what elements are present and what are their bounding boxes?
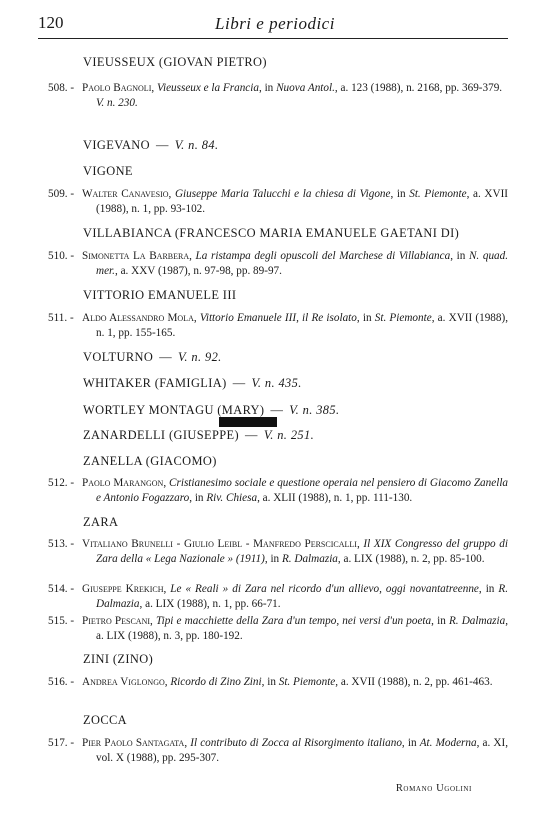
entry-details: a. XVII (1988), n. 1, pp. 93-102. [96, 188, 509, 215]
redaction-mark [219, 417, 277, 427]
entry-journal: R. Dalmazia [448, 615, 506, 627]
crossref-dash: — [232, 376, 246, 390]
entry-body: Simonetta La Barbera, La ristampa degli opuscoli del Marchese di Villabianca, in N. quad. mer., a. XXV (1987), n. 97-98, pp. 89-97. [82, 250, 509, 277]
crossref-subject: VIGEVANO [83, 138, 150, 152]
subject-heading: ZOCCA [83, 713, 127, 727]
subject-heading: VIEUSSEUX (GIOVAN PIETRO) [83, 55, 267, 69]
entry-body: Andrea Viglongo, Ricordo di Zino Zini, in St. Piemonte, a. XVII (1988), n. 2, pp. 461-463. [82, 676, 493, 688]
entry-in: in [270, 553, 280, 565]
entry-title: Il XIX Congresso del gruppo di Zara della « Lega Nazionale » (1911) [96, 538, 508, 565]
entry-journal: R. Dalmazia [281, 553, 338, 565]
entry-body: Paolo Marangon, Cristianesimo sociale e questione operaia nel pensiero di Giacomo Zanella e Antonio Fogazzaro, in Riv. Chiesa, a. XLII (1988), n. 1, pp. 111-130. [82, 477, 509, 504]
crossref-number: 251. [290, 428, 315, 442]
entry-number: 508. - [48, 82, 75, 94]
subject-heading: ZINI (ZINO) [83, 652, 154, 666]
entry-in: in [396, 188, 406, 200]
entry-title: La ristampa degli opuscoli del Marchese di Villabianca [195, 250, 451, 262]
crossref-line [83, 350, 222, 365]
crossref-subject: WORTLEY MONTAGU (MARY) [83, 403, 265, 417]
entry-number: 509. - [48, 188, 75, 200]
bibliography-entry [48, 675, 508, 690]
crossref-dash: — [159, 350, 173, 364]
crossref-vn: V. n. [289, 403, 313, 417]
subject-heading: VIGONE [83, 164, 133, 178]
entry-crossref: V. n. 230. [96, 97, 138, 109]
bibliography-entry [48, 249, 508, 279]
entry-details: a. LIX (1988), n. 2, pp. 85-100. [343, 553, 485, 565]
entry-title: Ricordo di Zino Zini [170, 676, 262, 688]
entry-details: a. LIX (1988), n. 1, pp. 66-71. [145, 598, 281, 610]
entry-title: Le « Reali » di Zara nel ricordo d'un allievo, oggi novantatreenne [170, 583, 479, 595]
entry-journal: Riv. Chiesa [206, 492, 258, 504]
entry-in: in [407, 737, 417, 749]
entry-number: 511. - [48, 312, 74, 324]
entry-in: in [264, 82, 274, 94]
crossref-subject: VOLTURNO [83, 350, 154, 364]
page-number: 120 [38, 13, 64, 32]
crossref-line [83, 428, 314, 443]
entry-journal: St. Piemonte [374, 312, 432, 324]
author-signature: Romano Ugolini [395, 783, 472, 794]
entry-details: a. LIX (1988), n. 3, pp. 180-192. [96, 630, 243, 642]
entry-body: Walter Canavesio, Giuseppe Maria Talucchi e la chiesa di Vigone, in St. Piemonte, a. XVII (1988), n. 1, pp. 93-102. [82, 188, 509, 215]
entry-author: Pier Paolo Santagata [82, 737, 185, 749]
entry-details: a. XXV (1987), n. 97-98, pp. 89-97. [120, 265, 282, 277]
entry-number: 514. - [48, 583, 75, 595]
entry-journal: St. Piemonte [278, 676, 336, 688]
entry-details: a. XVII (1988), n. 2, pp. 461-463. [340, 676, 493, 688]
entry-number: 516. - [48, 676, 75, 688]
entry-author: Aldo Alessandro Mola [82, 312, 194, 324]
entry-author: Paolo Bagnoli [82, 82, 152, 94]
entry-details: a. XVII (1988), n. 1, pp. 155-165. [96, 312, 509, 339]
subject-heading: VILLABIANCA (FRANCESCO MARIA EMANUELE GAETANI DI) [83, 226, 460, 240]
entry-author: Vitaliano Brunelli - Giulio Leibl - Manfredo Perscicalli [82, 538, 357, 550]
bibliography-entry [48, 311, 508, 341]
entry-details: a. XI, vol. X (1988), pp. 295-307. [96, 737, 509, 764]
entry-in: in [194, 492, 204, 504]
entry-body: Vitaliano Brunelli - Giulio Leibl - Manfredo Perscicalli, Il XIX Congresso del gruppo di Zara della « Lega Nazionale » (1911), in R. Dalmazia, a. LIX (1988), n. 2, pp. 85-100. [82, 538, 508, 565]
entry-details: a. 123 (1988), n. 2168, pp. 369-379. [340, 82, 503, 94]
entry-title: Il contributo di Zocca al Risorgimento italiano [190, 737, 402, 749]
entry-journal: R. Dalmazia [96, 583, 509, 610]
entry-in: in [485, 583, 495, 595]
bibliography-entry [48, 537, 508, 567]
entry-number: 513. - [48, 538, 75, 550]
entry-title: Tipi e macchiette della Zara d'un tempo, nei versi d'un poeta [155, 615, 432, 627]
entry-in: in [267, 676, 276, 688]
entry-author: Paolo Marangon [82, 477, 164, 489]
entry-journal: St. Piemonte [409, 188, 467, 200]
entry-body: Paolo Bagnoli, Vieusseux e la Francia, in Nuova Antol., a. 123 (1988), n. 2168, pp. 369-379. [82, 82, 503, 94]
crossref-number: 92. [204, 350, 222, 364]
crossref-vn: V. n. [251, 376, 275, 390]
entry-number: 512. - [48, 477, 75, 489]
entry-author: Andrea Viglongo [82, 676, 165, 688]
bibliography-entry [48, 582, 508, 612]
entry-author: Giuseppe Krekich [82, 583, 164, 595]
subject-heading: ZARA [83, 515, 119, 529]
crossref-vn: V. n. [174, 138, 199, 152]
bibliography-entry [48, 81, 508, 111]
crossref-number: 435. [278, 376, 302, 390]
entry-title: Vittorio Emanuele III, il Re isolato [199, 312, 357, 324]
entry-details: a. XLII (1988), n. 1, pp. 111-130. [262, 492, 413, 504]
entry-title: Giuseppe Maria Talucchi e la chiesa di Vigone [174, 188, 391, 200]
entry-author: Walter Canavesio [82, 188, 169, 200]
entry-author: Simonetta La Barbera [82, 250, 190, 262]
entry-body: Pier Paolo Santagata, Il contributo di Zocca al Risorgimento italiano, in At. Moderna, a. XI, vol. X (1988), pp. 295-307. [82, 737, 509, 764]
entry-body: Aldo Alessandro Mola, Vittorio Emanuele III, il Re isolato, in St. Piemonte, a. XVII (1988), n. 1, pp. 155-165. [82, 312, 509, 339]
entry-in: in [362, 312, 372, 324]
crossref-line [83, 138, 218, 153]
entry-in: in [437, 615, 446, 627]
bibliography-entry [48, 476, 508, 506]
subject-heading: VITTORIO EMANUELE III [83, 288, 237, 302]
subject-heading: ZANELLA (GIACOMO) [83, 454, 217, 468]
entry-title: Vieusseux e la Francia [156, 82, 259, 94]
entry-title: Cristianesimo sociale e questione operaia nel pensiero di Giacomo Zanella e Antonio Fogazzaro [96, 477, 509, 504]
entry-number: 517. - [48, 737, 75, 749]
crossref-dash: — [270, 403, 284, 417]
running-title: Libri e periodici [215, 14, 335, 33]
entry-journal: N. quad. mer. [96, 250, 509, 277]
entry-number: 510. - [48, 250, 75, 262]
entry-journal: Nuova Antol. [276, 82, 335, 94]
crossref-line [83, 403, 340, 418]
crossref-subject: ZANARDELLI (GIUSEPPE) [83, 428, 240, 442]
crossref-dash: — [156, 138, 169, 152]
bibliography-entry [48, 187, 508, 217]
entry-in: in [456, 250, 466, 262]
entry-journal: At. Moderna [419, 737, 477, 749]
crossref-vn: V. n. [178, 350, 202, 364]
entry-number: 515. - [48, 615, 75, 627]
crossref-dash: — [245, 428, 258, 442]
crossref-line [83, 376, 302, 391]
crossref-vn: V. n. [263, 428, 288, 442]
crossref-subject: WHITAKER (FAMIGLIA) [83, 376, 227, 390]
entry-body: Pietro Pescani, Tipi e macchiette della Zara d'un tempo, nei versi d'un poeta, in R. Dalmazia, a. LIX (1988), n. 3, pp. 180-192. [82, 615, 509, 642]
entry-body: Giuseppe Krekich, Le « Reali » di Zara nel ricordo d'un allievo, oggi novantatreenne, in R. Dalmazia, a. LIX (1988), n. 1, pp. 66-71. [82, 583, 509, 610]
bibliography-entry [48, 614, 508, 644]
crossref-number: 385. [316, 403, 340, 417]
crossref-number: 84. [201, 138, 219, 152]
bibliography-entry [48, 736, 508, 766]
entry-author: Pietro Pescani [82, 615, 151, 627]
